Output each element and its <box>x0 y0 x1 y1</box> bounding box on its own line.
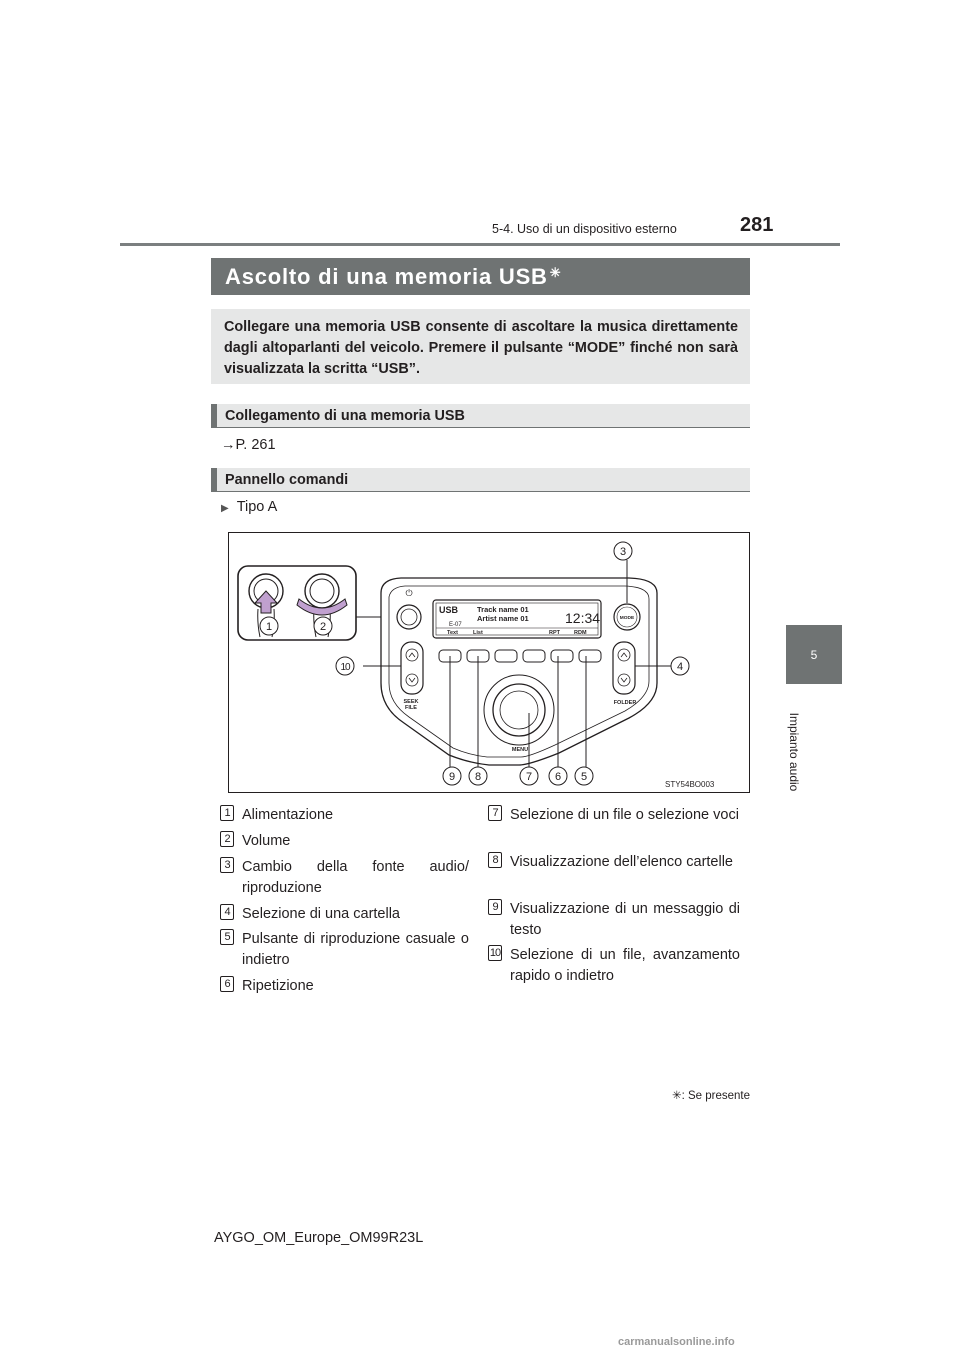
display-time: 12:34 <box>565 610 601 626</box>
item-text: Ripetizione <box>242 978 314 994</box>
item-text: Selezione di un file, avanzamento rapido o indietro <box>510 947 740 984</box>
control-panel-figure <box>228 532 750 793</box>
callout-2-label: 2 <box>319 621 327 633</box>
file-label: FILE <box>405 705 417 711</box>
intro-text: Collegare una memoria USB consente di ascoltare la musica direttamente dagli altoparlanti del veicolo. Premere il pulsante “MODE” finché non sarà visualizzata la scritta “USB”. <box>211 309 750 384</box>
softkey-list: List <box>473 630 483 636</box>
knob-inset <box>238 566 356 640</box>
callout-6-label: 6 <box>554 771 562 783</box>
item-number: 2 <box>220 831 234 847</box>
footnote: ✳: Se presente <box>671 1090 750 1102</box>
item-text: Pulsante di riproduzione casuale o indietro <box>242 931 469 968</box>
item-text: Visualizzazione di un messaggio di testo <box>510 901 740 938</box>
header-divider <box>120 243 840 246</box>
display-artist: Artist name 01 <box>477 614 529 623</box>
callout-1-label: 1 <box>265 621 273 633</box>
folder-label: FOLDER <box>613 700 637 706</box>
triangle-bullet-icon: ▶ <box>221 503 229 514</box>
callout-9-label: 9 <box>448 771 456 783</box>
callout-7-label: 7 <box>525 771 533 783</box>
callout-5-label: 5 <box>580 771 588 783</box>
chapter-number: 5 <box>810 647 818 662</box>
item-number: 6 <box>220 976 234 992</box>
display-source: USB <box>439 605 459 615</box>
callout-10-label: 10 <box>340 662 350 673</box>
display-track: Track name 01 <box>477 605 529 614</box>
softkey-rpt: RPT <box>549 630 560 636</box>
document-id: AYGO_OM_Europe_OM99R23L <box>214 1230 424 1246</box>
section-header: 5-4. Uso di un dispositivo esterno <box>492 222 677 236</box>
item-text: Volume <box>242 833 291 849</box>
chapter-tab[interactable] <box>786 625 842 684</box>
page-reference-link[interactable]: →P. 261 <box>221 437 276 453</box>
softkey-text: Text <box>447 630 458 636</box>
subheading-control-panel: Pannello comandi <box>211 468 750 492</box>
item-number: 7 <box>488 805 502 821</box>
item-text: Alimentazione <box>242 807 334 823</box>
chapter-label <box>783 692 805 812</box>
item-text: Cambio della fonte audio/ riproduzione <box>242 859 469 896</box>
callout-3-label: 3 <box>619 546 627 558</box>
item-number: 8 <box>488 852 502 868</box>
figure-code: STY54BO003 <box>665 780 715 789</box>
item-number: 1 <box>220 805 234 821</box>
chapter-title: Impianto audio <box>787 712 801 792</box>
page-number: 281 <box>740 214 774 236</box>
item-text: Visualizzazione dell’elenco cartelle <box>510 854 734 870</box>
item-number: 5 <box>220 929 234 945</box>
display-counter: E-07 <box>449 622 462 628</box>
item-number: 9 <box>488 899 502 915</box>
type-label-text: Tipo A <box>236 499 278 515</box>
menu-label: MENU <box>511 747 529 753</box>
item-text: Selezione di una cartella <box>242 906 400 922</box>
item-number: 3 <box>220 857 234 873</box>
watermark: carmanualsonline.info <box>618 1336 735 1348</box>
item-text: Selezione di un file o selezione voci <box>510 807 739 823</box>
callout-8-label: 8 <box>474 771 482 783</box>
seek-label: SEEK <box>403 699 419 705</box>
mode-label: MODE <box>619 616 635 621</box>
power-icon: ⏻ <box>405 588 413 598</box>
callout-4-label: 4 <box>676 661 684 673</box>
item-number: 4 <box>220 904 234 920</box>
page-title-text: Ascolto di una memoria USB <box>225 264 548 289</box>
optional-mark: ✳ <box>549 265 562 280</box>
audio-unit-illustration <box>229 533 749 792</box>
softkey-rdm: RDM <box>574 630 587 636</box>
type-label <box>221 499 277 515</box>
item-number: 10 <box>489 947 501 959</box>
page-title <box>211 258 750 295</box>
subheading-connect: Collegamento di una memoria USB <box>211 404 750 428</box>
